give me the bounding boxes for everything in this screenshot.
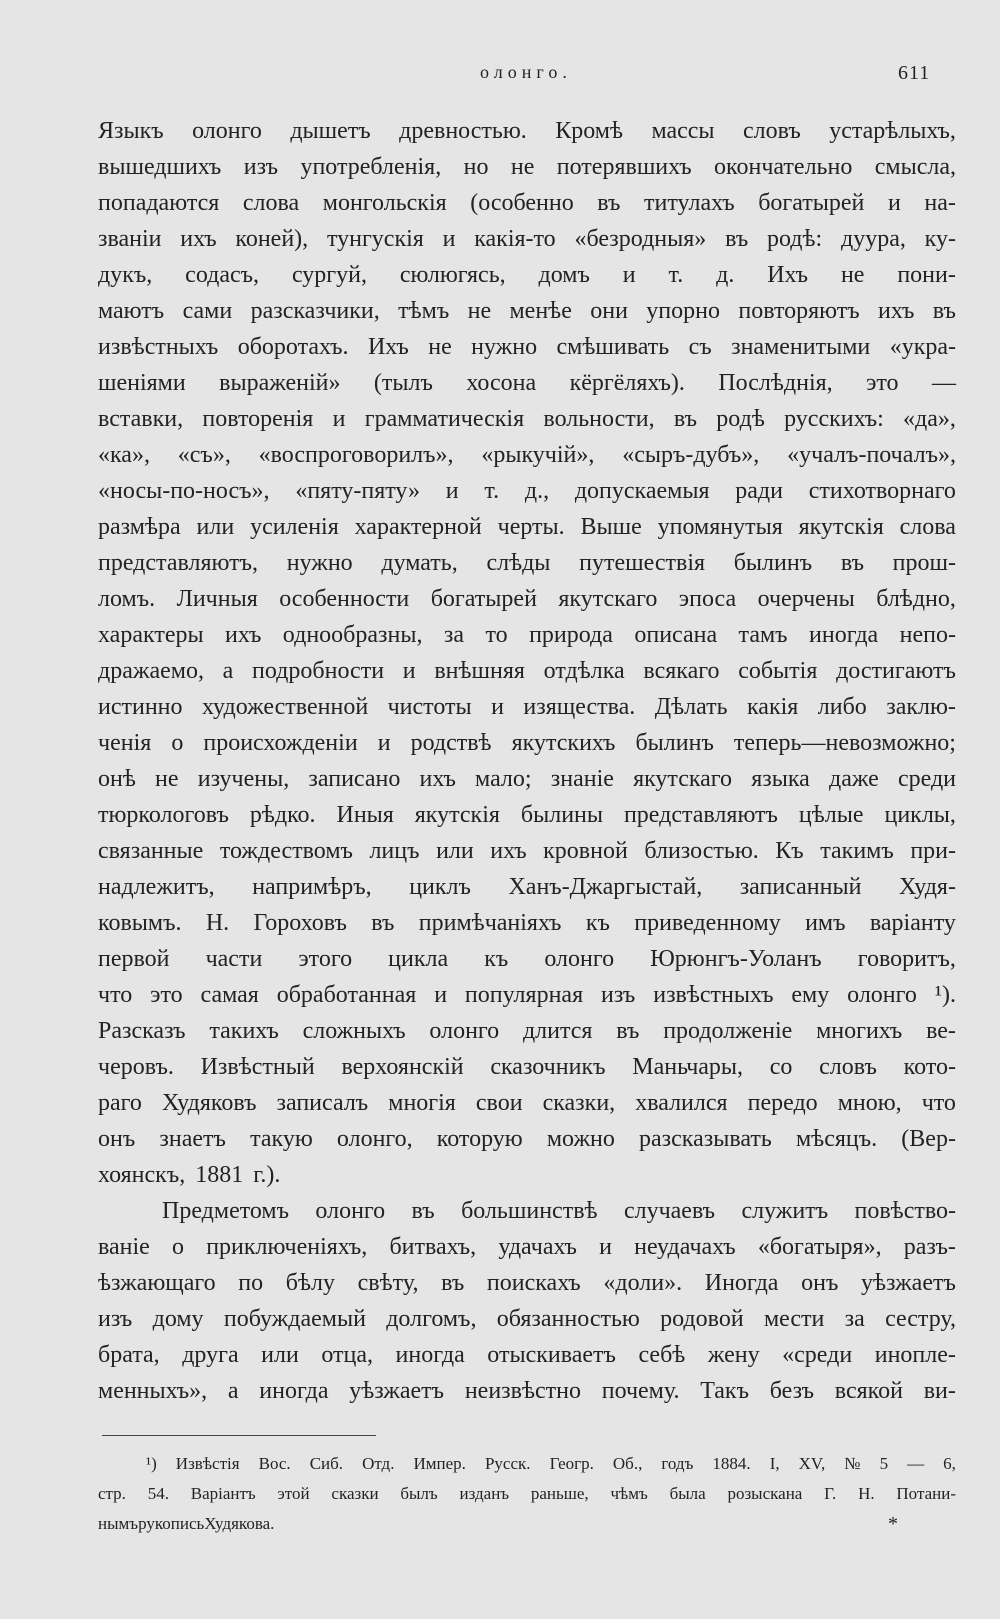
text-line: тюркологовъ рѣдко. Иныя якутскія былины представляютъ цѣлые циклы, [98,802,956,828]
text-line: хоянскъ, 1881 г.). [98,1162,281,1188]
text-line: ваніе о приключеніяхъ, битвахъ, удачахъ и неудачахъ «богатыря», разъ- [98,1234,956,1260]
text-line: вставки, повторенія и грамматическія вольности, въ родѣ русскихъ: «да», [98,406,956,432]
text-line: «ка», «съ», «воспроговорилъ», «рыкучій», «сыръ-дубъ», «учалъ-почалъ», [98,442,956,468]
text-line: ломъ. Личныя особенности богатырей якутскаго эпоса очерчены блѣдно, [98,586,956,612]
text-line: размѣра или усиленія характерной черты. Выше упомянутыя якутскія слова [98,514,956,540]
footnote-rule [102,1435,376,1436]
text-line: менныхъ», а иногда уѣзжаетъ неизвѣстно почему. Такъ безъ всякой ви- [98,1378,956,1404]
footnote-line: ¹) Извѣстія Вос. Сиб. Отд. Импер. Русск. Геогр. Об., годъ 1884. I, XV, № 5 — 6, [146,1454,956,1473]
text-line: онѣ не изучены, записано ихъ мало; знаніе якутскаго языка даже среди [98,766,956,792]
text-line: дукъ, содасъ, сургуй, сюлюгясь, домъ и т. д. Ихъ не пони- [98,262,956,288]
text-line: дражаемо, а подробности и внѣшняя отдѣлка всякаго событія достигаютъ [98,658,956,684]
text-line: «носы-по-носъ», «пяту-пяту» и т. д., допускаемыя ради стихотворнаго [98,478,956,504]
page-number: 611 [898,62,931,84]
footnote-line: нымъ рукопись Худякова. [98,1514,275,1533]
text-line: онъ знаетъ такую олонго, которую можно разсказывать мѣсяцъ. (Вер- [98,1126,956,1152]
body-text [98,113,956,1409]
footnote-line: стр. 54. Варіантъ этой сказки былъ изданъ раньше, чѣмъ была розыскана Г. Н. Потани- [98,1484,956,1503]
text-line: представляютъ, нужно думать, слѣды путешествія былинъ въ прош- [98,550,956,576]
text-line: маютъ сами разсказчики, тѣмъ не менѣе они упорно повторяютъ ихъ въ [98,298,956,324]
text-line: связанные тождествомъ лицъ или ихъ кровной близостью. Къ такимъ при- [98,838,956,864]
text-line: званіи ихъ коней), тунгускія и какія-то «безродныя» въ родѣ: дуура, ку- [98,226,956,252]
text-line: вышедшихъ изъ употребленія, но не потерявшихъ окончательно смысла, [98,154,956,180]
footnotes [98,1449,956,1539]
text-line: характеры ихъ однообразны, за то природа описана тамъ иногда непо- [98,622,956,648]
text-line: первой части этого цикла къ олонго Юрюнгъ-Уоланъ говоритъ, [98,946,956,972]
text-line: черовъ. Извѣстный верхоянскій сказочникъ Маньчары, со словъ кото- [98,1054,956,1080]
running-head: олонго. [480,62,572,82]
text-line: Разсказъ такихъ сложныхъ олонго длится въ продолженіе многихъ ве- [98,1018,956,1044]
text-line: шеніями выраженій» (тылъ хосона кёргёляхъ). Послѣднія, это — [98,370,956,396]
text-line: Предметомъ олонго въ большинствѣ случаевъ служитъ повѣство- [162,1198,956,1224]
text-line: изъ дому побуждаемый долгомъ, обязанностью родовой мести за сестру, [98,1306,956,1332]
text-line: что это самая обработанная и популярная изъ извѣстныхъ ему олонго ¹). [98,982,956,1008]
text-line: надлежитъ, напримѣръ, циклъ Ханъ-Джаргыстай, записанный Худя- [98,874,956,900]
text-line: ѣзжающаго по бѣлу свѣту, въ поискахъ «доли». Иногда онъ уѣзжаетъ [98,1270,956,1296]
text-line: ковымъ. Н. Гороховъ въ примѣчаніяхъ къ приведенному имъ варіанту [98,910,956,936]
text-line: раго Худяковъ записалъ многія свои сказки, хвалился передо мною, что [98,1090,956,1116]
text-line: истинно художественной чистоты и изящества. Дѣлать какія либо заклю- [98,694,956,720]
text-line: извѣстныхъ оборотахъ. Ихъ не нужно смѣшивать съ знаменитыми «укра- [98,334,956,360]
text-line: Языкъ олонго дышетъ древностью. Кромѣ массы словъ устарѣлыхъ, [98,118,956,144]
text-line: попадаются слова монгольскія (особенно въ титулахъ богатырей и на- [98,190,956,216]
text-line: ченія о происхожденіи и родствѣ якутскихъ былинъ теперь—невозможно; [98,730,956,756]
text-line: брата, друга или отца, иногда отыскиваетъ себѣ жену «среди инопле- [98,1342,956,1368]
signature-mark: * [888,1513,898,1535]
